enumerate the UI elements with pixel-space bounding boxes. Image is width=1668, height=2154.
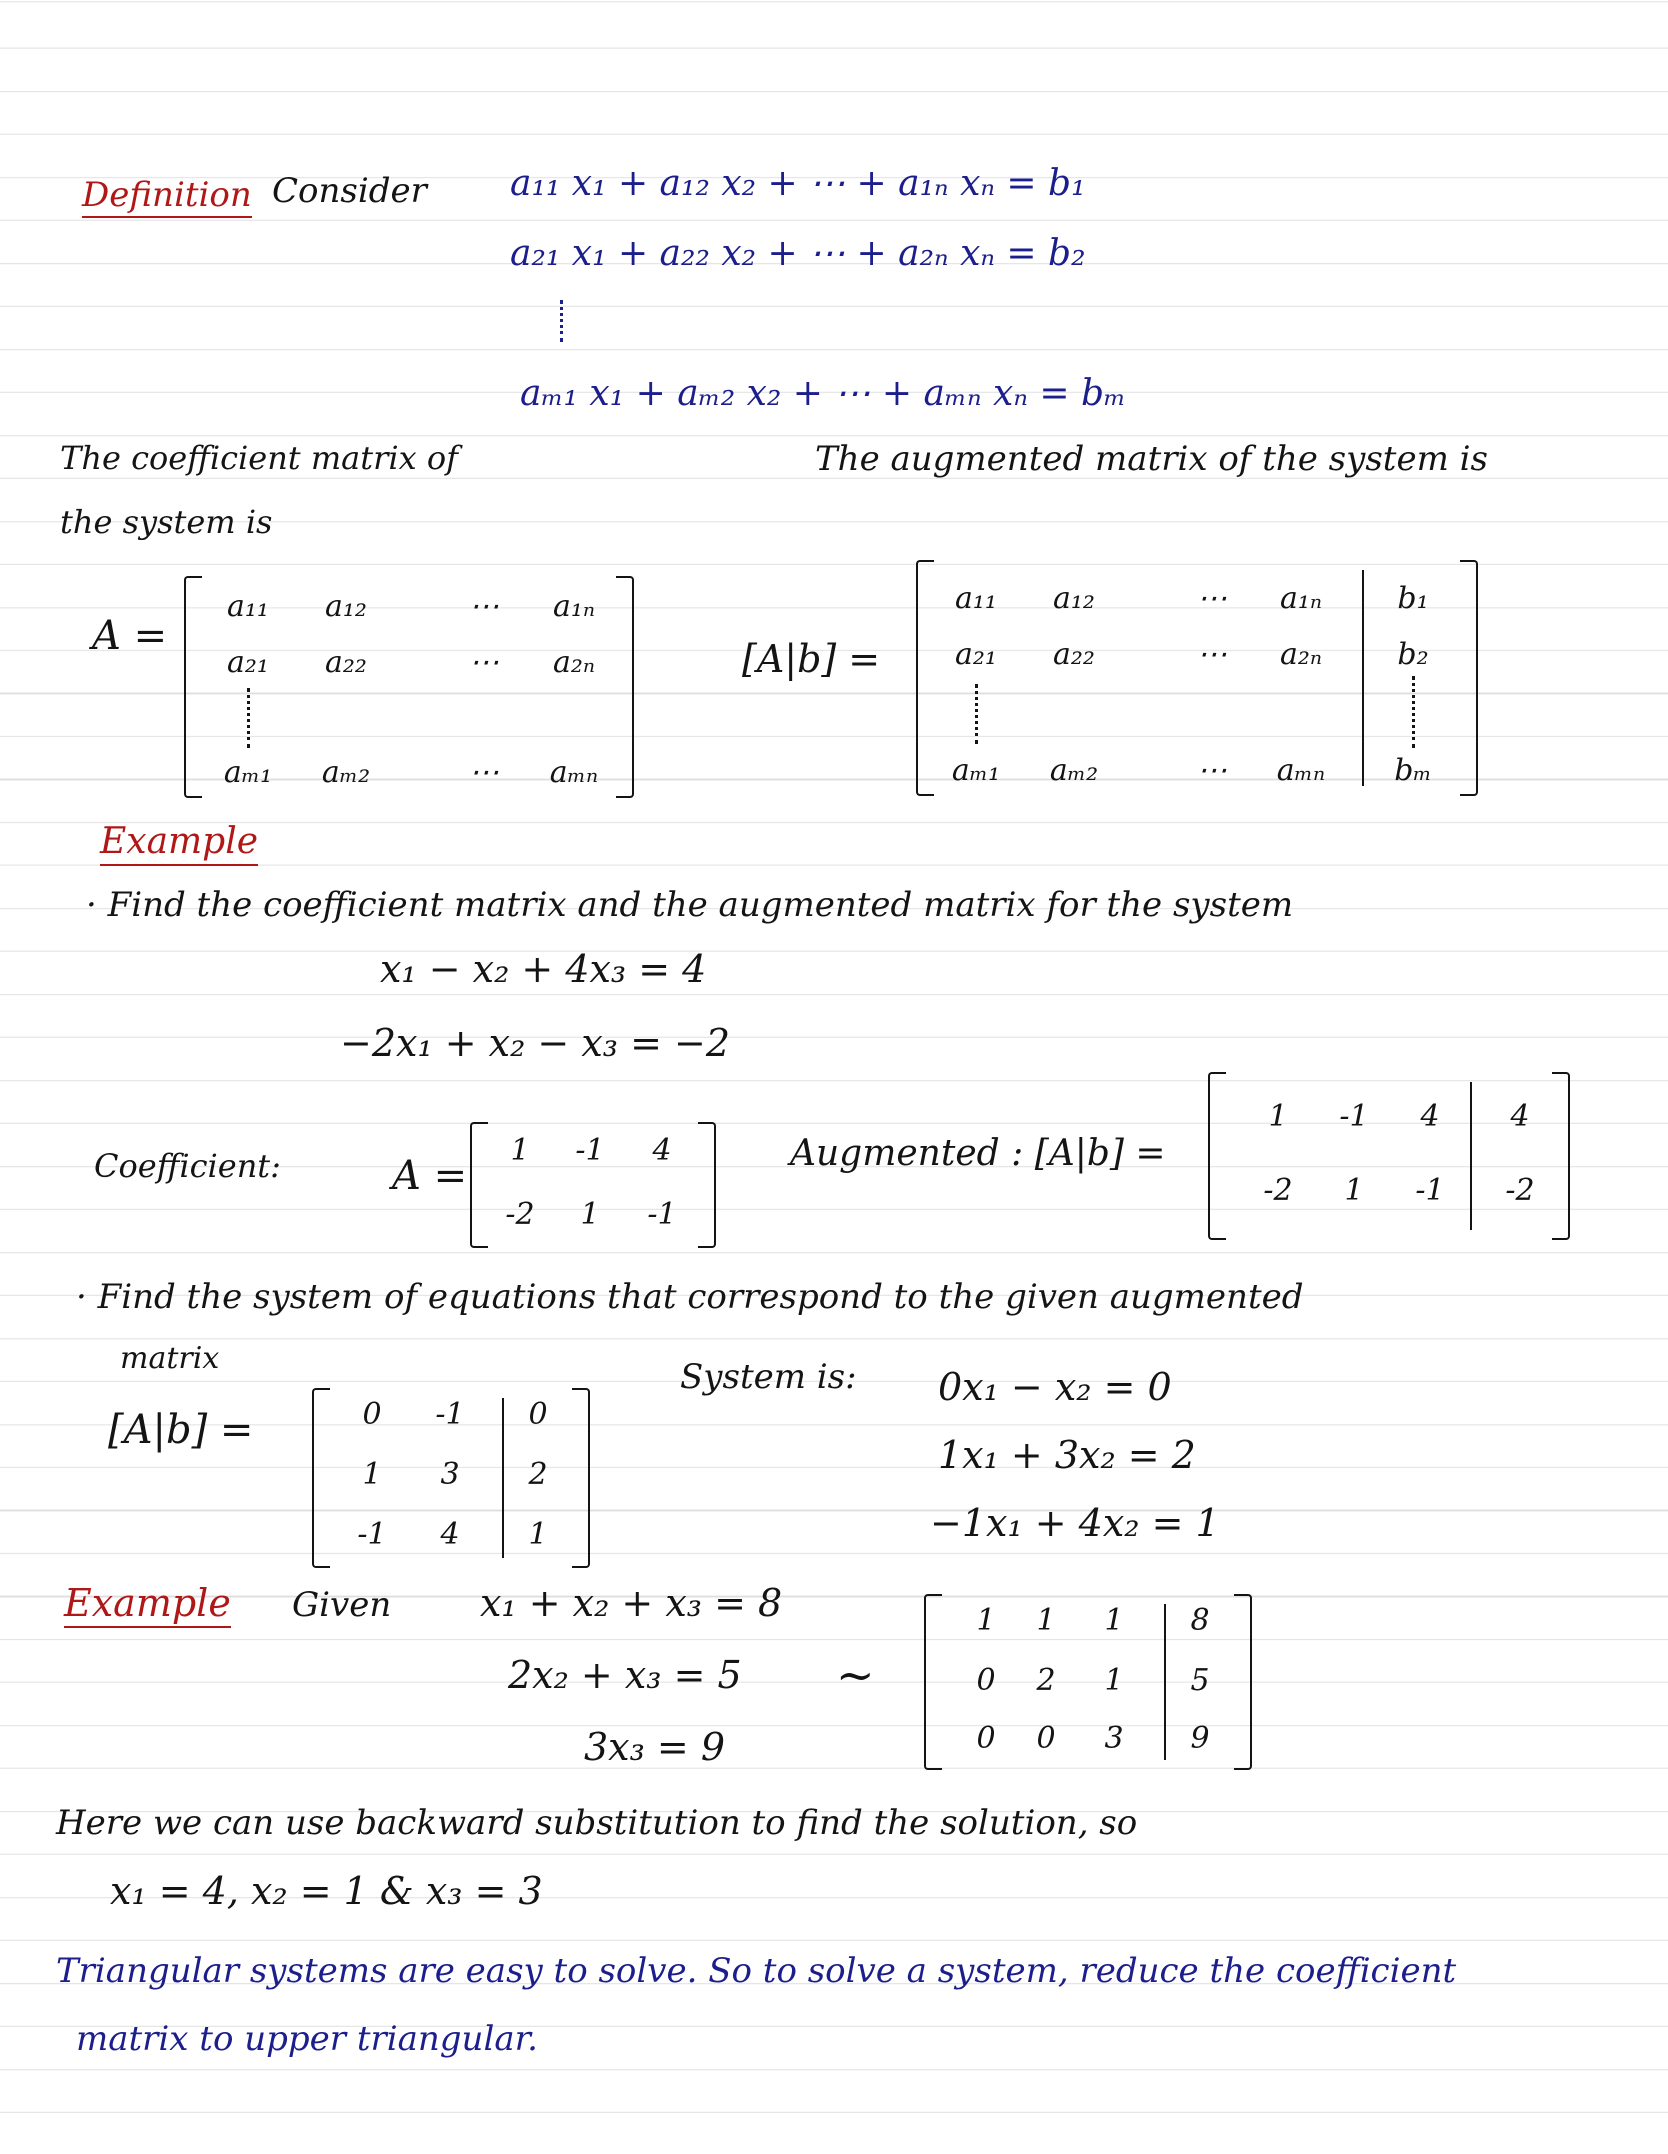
matrix-cell: 0 <box>1036 1721 1056 1756</box>
general-equation-m: aₘ₁ x₁ + aₘ₂ x₂ + ⋯ + aₘₙ xₙ = bₘ <box>520 373 1127 414</box>
matrix-cell: 5 <box>1190 1663 1210 1698</box>
example-1-equation-1: x₁ − x₂ + 4x₃ = 4 <box>380 947 707 991</box>
matrix-cell: 4 <box>652 1133 672 1168</box>
example-3-augmented-matrix <box>924 1594 1252 1770</box>
augmented-text: The augmented matrix of the system is <box>815 439 1488 479</box>
matrix-cell: a₁ₙ <box>552 589 596 624</box>
matrix-cell: 8 <box>1190 1603 1210 1638</box>
matrix-cell: 1 <box>510 1133 530 1168</box>
example-1-label: Example <box>100 824 258 866</box>
matrix-ab-general <box>916 560 1478 796</box>
augment-bar <box>1164 1604 1166 1760</box>
matrix-cell: -2 <box>505 1197 535 1232</box>
example-1-equation-2: −2x₁ + x₂ − x₃ = −2 <box>340 1021 731 1065</box>
matrix-cell: a₁ₙ <box>1279 581 1323 616</box>
vertical-ellipsis <box>560 300 569 342</box>
matrix-cell: aₘ₁ <box>951 753 1001 788</box>
given-text: Given <box>292 1585 392 1625</box>
matrix-cell: aₘₙ <box>549 755 599 790</box>
matrix-cell: 1 <box>580 1197 600 1232</box>
matrix-cell: 0 <box>976 1663 996 1698</box>
system-is-label: System is: <box>680 1357 857 1397</box>
example-2-equation-1: 0x₁ − x₂ = 0 <box>938 1365 1172 1409</box>
vertical-ellipsis <box>1412 676 1421 748</box>
coefficient-label: Coefficient: <box>94 1147 281 1185</box>
definition-label: Definition <box>82 178 252 218</box>
matrix-cell: -1 <box>1339 1099 1369 1134</box>
example-3-label: Example <box>64 1584 231 1628</box>
matrix-cell: 0 <box>528 1397 548 1432</box>
augment-bar <box>1362 570 1364 786</box>
example-2-augmented-matrix <box>312 1388 590 1568</box>
conclusion-line2: matrix to upper triangular. <box>76 2019 538 2059</box>
matrix-cell: a₂₁ <box>227 645 269 680</box>
example-3-equation-1: x₁ + x₂ + x₃ = 8 <box>480 1581 783 1625</box>
general-equation-2: a₂₁ x₁ + a₂₂ x₂ + ⋯ + a₂ₙ xₙ = b₂ <box>510 233 1086 274</box>
matrix-cell: -1 <box>1415 1173 1445 1208</box>
backward-substitution-note: Here we can use backward substitution to find the solution, so <box>56 1803 1138 1843</box>
example-1-a-lhs: A = <box>392 1153 468 1199</box>
left-bracket <box>470 1122 488 1248</box>
vertical-ellipsis <box>247 688 256 748</box>
matrix-cell: 1 <box>362 1457 382 1492</box>
example-2-prompt: · Find the system of equations that correspond to the given augmented <box>76 1277 1304 1317</box>
left-bracket <box>1208 1072 1226 1240</box>
matrix-cell: ⋯ <box>469 589 499 624</box>
example-1-prompt: · Find the coefficient matrix and the augmented matrix for the system <box>86 885 1294 925</box>
solution-text: x₁ = 4, x₂ = 1 & x₃ = 3 <box>110 1869 543 1913</box>
example-2-equation-2: 1x₁ + 3x₂ = 2 <box>938 1433 1196 1477</box>
matrix-cell: -1 <box>357 1517 387 1552</box>
matrix-cell: a₂ₙ <box>552 645 596 680</box>
right-bracket <box>616 576 634 798</box>
matrix-cell: -2 <box>1263 1173 1293 1208</box>
matrix-cell: 2 <box>528 1457 548 1492</box>
matrix-cell: ⋯ <box>1197 637 1227 672</box>
coefficient-text-line2: the system is <box>60 503 273 541</box>
matrix-cell: -1 <box>647 1197 677 1232</box>
matrix-cell: a₁₁ <box>955 581 997 616</box>
example-1-coefficient-matrix <box>470 1122 716 1248</box>
right-bracket <box>1460 560 1478 796</box>
matrix-cell: -1 <box>575 1133 605 1168</box>
matrix-cell: 1 <box>1036 1603 1056 1638</box>
matrix-cell: 1 <box>528 1517 548 1552</box>
matrix-cell: 4 <box>1510 1099 1530 1134</box>
example-1-augmented-matrix <box>1208 1072 1570 1240</box>
matrix-a-lhs: A = <box>92 613 168 659</box>
coefficient-text-line1: The coefficient matrix of <box>60 439 458 477</box>
matrix-cell: -2 <box>1505 1173 1535 1208</box>
consider-text: Consider <box>272 171 427 211</box>
matrix-cell: bₘ <box>1394 753 1432 788</box>
matrix-cell: ⋯ <box>469 645 499 680</box>
example-3-equation-3: 3x₃ = 9 <box>584 1725 726 1769</box>
matrix-cell: aₘ₂ <box>321 755 371 790</box>
left-bracket <box>312 1388 330 1568</box>
vertical-ellipsis <box>975 684 984 744</box>
matrix-cell: 9 <box>1190 1721 1210 1756</box>
matrix-cell: ⋯ <box>469 755 499 790</box>
matrix-cell: 1 <box>1104 1603 1124 1638</box>
matrix-cell: a₁₂ <box>1053 581 1095 616</box>
left-bracket <box>916 560 934 796</box>
matrix-cell: a₂ₙ <box>1279 637 1323 672</box>
matrix-cell: aₘₙ <box>1276 753 1326 788</box>
matrix-a-general <box>184 576 634 798</box>
right-bracket <box>1552 1072 1570 1240</box>
augment-bar <box>502 1398 504 1558</box>
matrix-cell: 0 <box>362 1397 382 1432</box>
augment-bar <box>1470 1082 1472 1230</box>
left-bracket <box>184 576 202 798</box>
matrix-cell: b₂ <box>1397 637 1429 672</box>
matrix-cell: 3 <box>440 1457 460 1492</box>
matrix-ab-lhs: [A|b] = <box>742 637 881 681</box>
matrix-cell: a₁₁ <box>227 589 269 624</box>
matrix-cell: 1 <box>1268 1099 1288 1134</box>
right-bracket <box>698 1122 716 1248</box>
matrix-cell: 1 <box>1104 1663 1124 1698</box>
matrix-cell: aₘ₁ <box>223 755 273 790</box>
matrix-cell: ⋯ <box>1197 581 1227 616</box>
matrix-cell: 3 <box>1104 1721 1124 1756</box>
example-2-prompt-line2: matrix <box>120 1341 220 1376</box>
matrix-cell: 2 <box>1036 1663 1056 1698</box>
tilde-symbol: ~ <box>836 1648 875 1702</box>
example-3-equation-2: 2x₂ + x₃ = 5 <box>508 1653 742 1697</box>
matrix-cell: 0 <box>976 1721 996 1756</box>
example-2-equation-3: −1x₁ + 4x₂ = 1 <box>930 1501 1220 1545</box>
matrix-cell: -1 <box>435 1397 465 1432</box>
augmented-label: Augmented : [A|b] = <box>790 1133 1166 1174</box>
example-2-lhs: [A|b] = <box>108 1407 254 1453</box>
matrix-cell: 4 <box>1420 1099 1440 1134</box>
matrix-cell: a₂₂ <box>1053 637 1095 672</box>
matrix-cell: a₂₂ <box>325 645 367 680</box>
general-equation-1: a₁₁ x₁ + a₁₂ x₂ + ⋯ + a₁ₙ xₙ = b₁ <box>510 163 1086 204</box>
right-bracket <box>1234 1594 1252 1770</box>
matrix-cell: 1 <box>1344 1173 1364 1208</box>
matrix-cell: ⋯ <box>1197 753 1227 788</box>
matrix-cell: 1 <box>976 1603 996 1638</box>
matrix-cell: a₂₁ <box>955 637 997 672</box>
matrix-cell: 4 <box>440 1517 460 1552</box>
matrix-cell: b₁ <box>1397 581 1429 616</box>
matrix-cell: a₁₂ <box>325 589 367 624</box>
right-bracket <box>572 1388 590 1568</box>
conclusion-line1: Triangular systems are easy to solve. So to solve a system, reduce the coefficient <box>56 1951 1457 1991</box>
matrix-cell: aₘ₂ <box>1049 753 1099 788</box>
left-bracket <box>924 1594 942 1770</box>
